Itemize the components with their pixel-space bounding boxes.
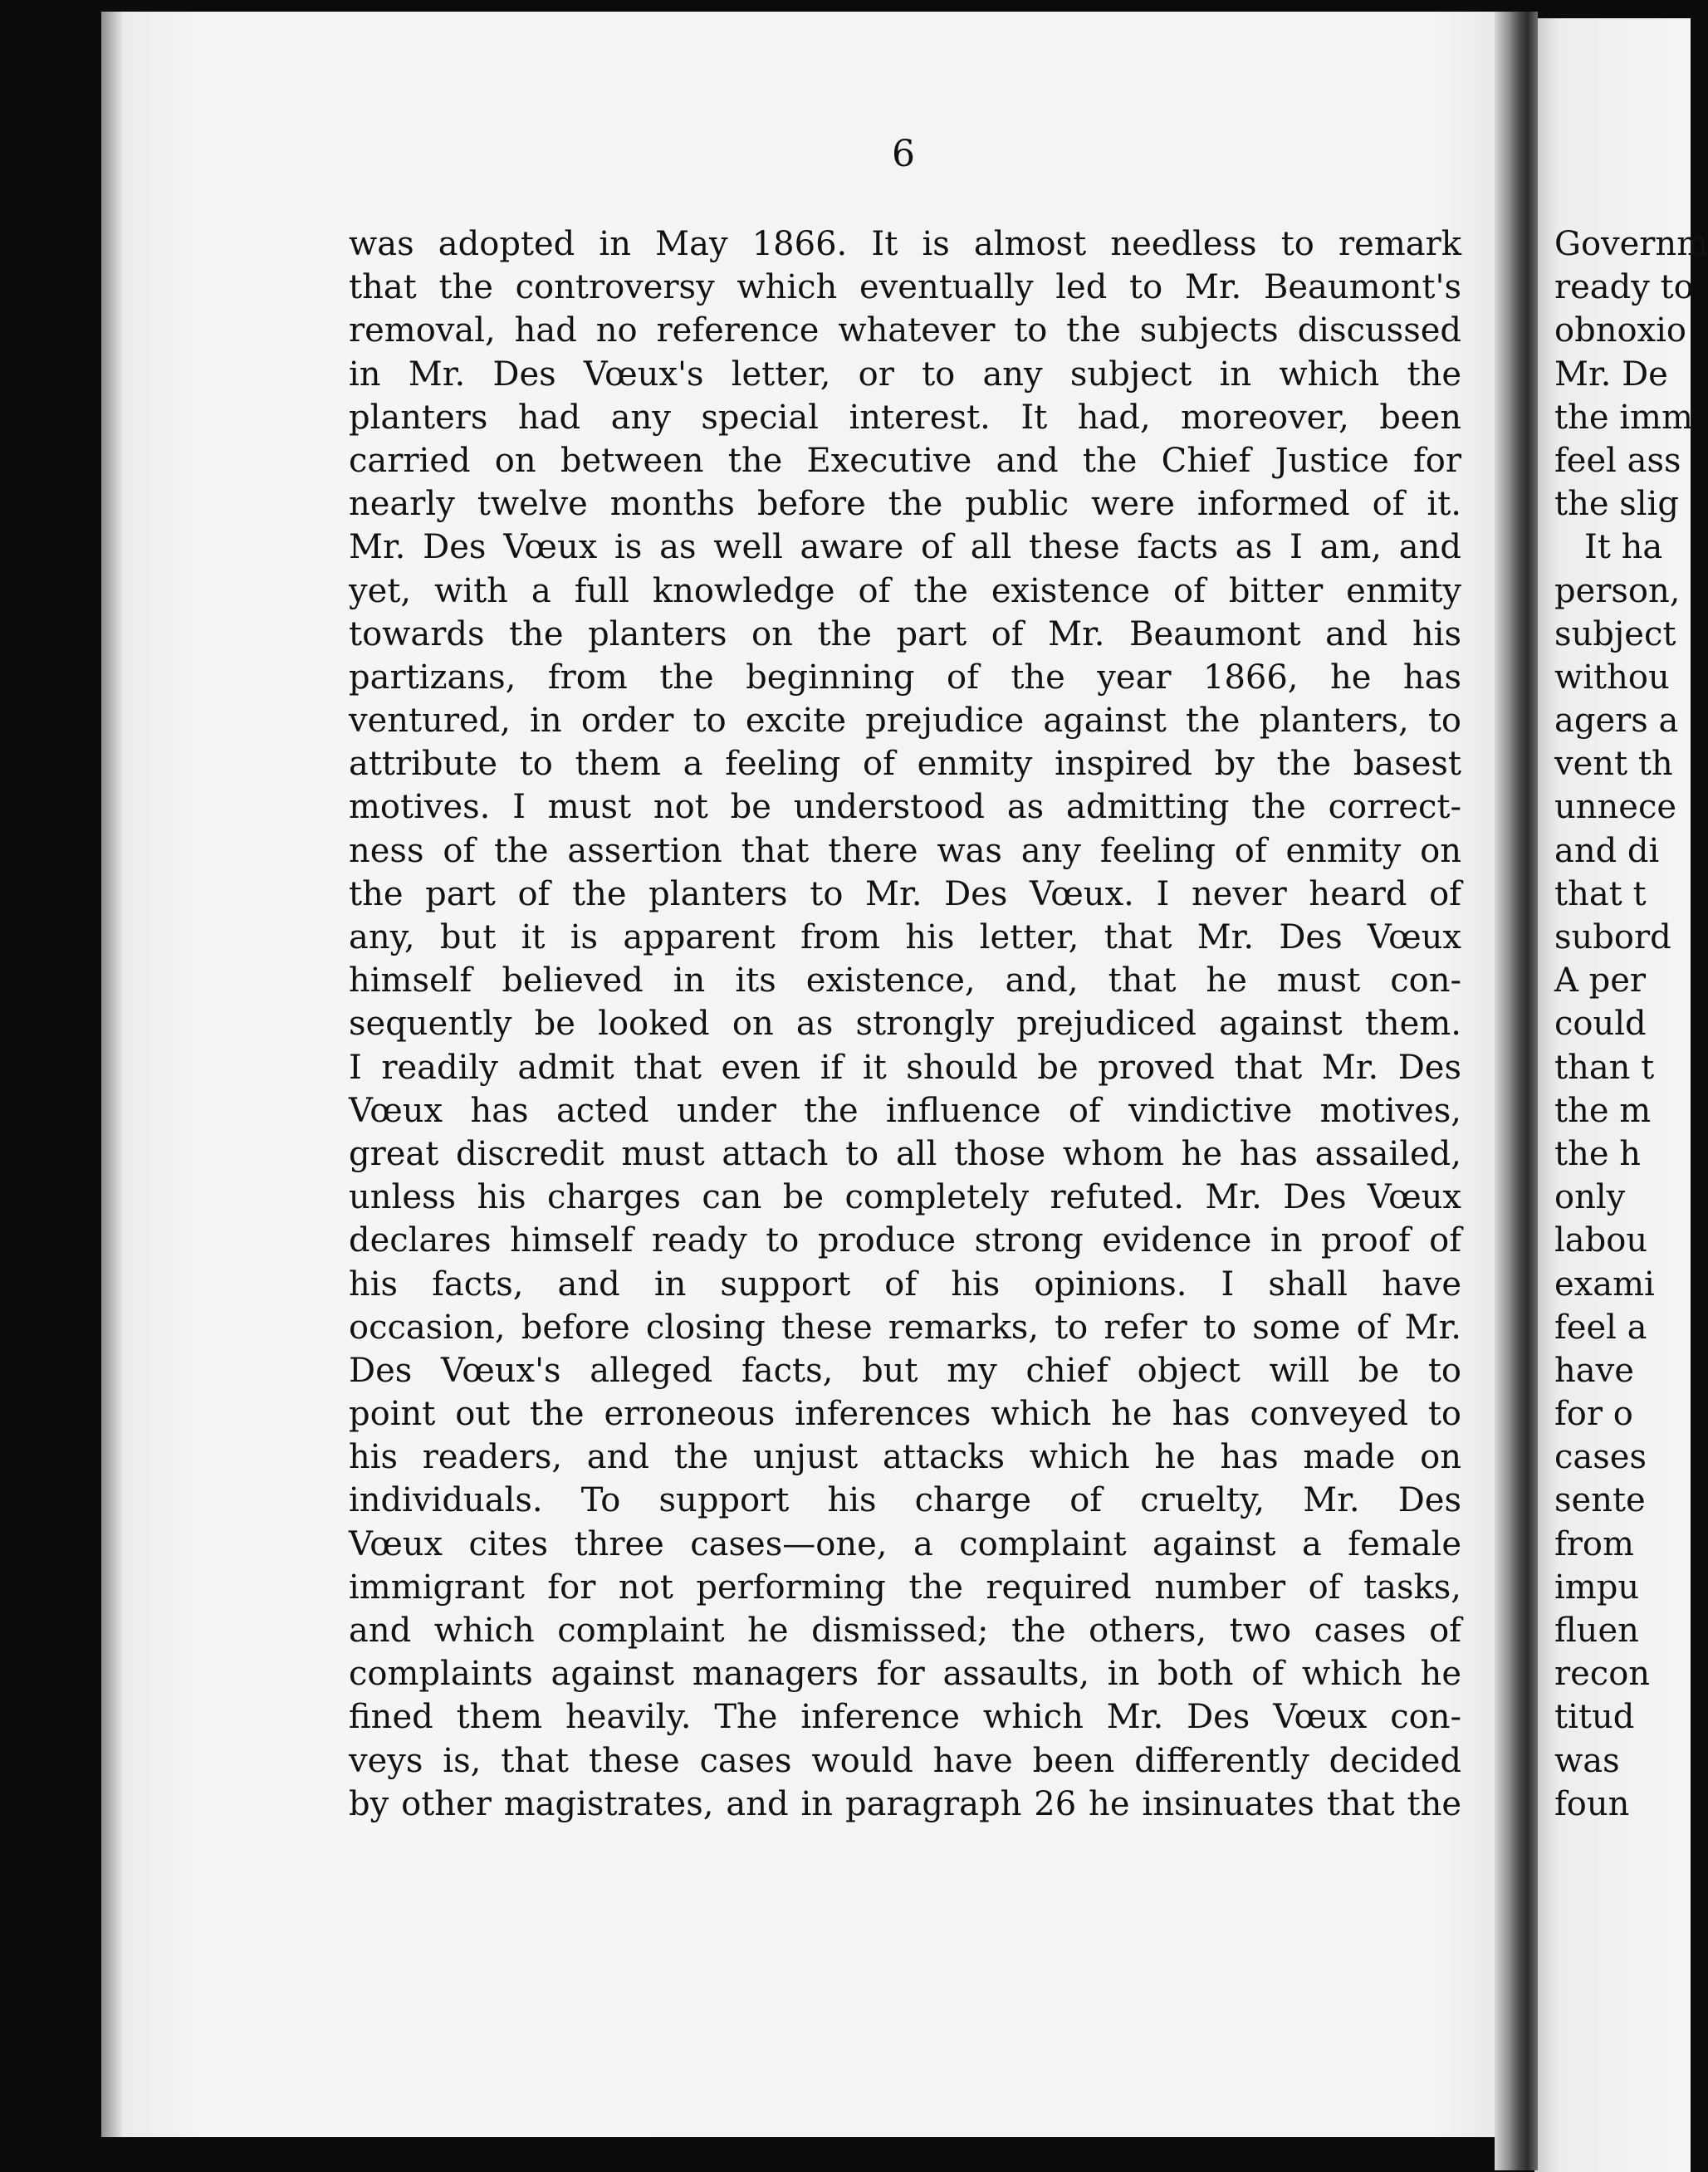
text-line: Mr. Des Vœux is as well aware of all these facts as I am, and xyxy=(349,528,1461,567)
text-line: planters had any special interest. It had, moreover, been xyxy=(349,398,1461,437)
right-text-line: A per xyxy=(1554,961,1646,1000)
right-text-line: Mr. De xyxy=(1554,355,1668,394)
text-line: unless his charges can be completely refuted. Mr. Des Vœux xyxy=(349,1178,1461,1217)
right-text-line: vent th xyxy=(1554,745,1673,784)
right-text-line: the imm xyxy=(1554,398,1693,437)
text-line: occasion, before closing these remarks, to refer to some of Mr. xyxy=(349,1308,1461,1347)
right-text-line: withou xyxy=(1554,658,1670,697)
right-text-line: feel ass xyxy=(1554,441,1681,480)
right-text-line: subject xyxy=(1554,614,1676,653)
text-line: his readers, and the unjust attacks which he has made on xyxy=(349,1438,1461,1477)
text-line: veys is, that these cases would have been differently decided xyxy=(349,1741,1461,1780)
text-line: partizans, from the beginning of the year 1866, he has xyxy=(349,658,1461,697)
right-text-line: subord xyxy=(1554,918,1671,956)
text-line: Vœux has acted under the influence of vindictive motives, xyxy=(349,1091,1461,1130)
right-text-line: the slig xyxy=(1554,485,1679,524)
text-line: declares himself ready to produce strong evidence in proof of xyxy=(349,1221,1461,1260)
text-line: immigrant for not performing the required number of tasks, xyxy=(349,1568,1461,1607)
right-text-line: the m xyxy=(1554,1091,1652,1130)
right-text-line: feel a xyxy=(1554,1308,1647,1347)
right-text-line: could xyxy=(1554,1005,1647,1044)
text-line: individuals. To support his charge of cruelty, Mr. Des xyxy=(349,1481,1461,1520)
text-line: and which complaint he dismissed; the others, two cases of xyxy=(349,1612,1461,1650)
text-line: Vœux cites three cases—one, a complaint against a female xyxy=(349,1524,1461,1563)
text-line: attribute to them a feeling of enmity inspired by the basest xyxy=(349,745,1461,784)
right-text-line: for o xyxy=(1554,1395,1633,1434)
right-text-line: that t xyxy=(1554,874,1647,913)
text-line: Des Vœux's alleged facts, but my chief object will be to xyxy=(349,1351,1461,1390)
text-line: ventured, in order to excite prejudice against the planters, to xyxy=(349,702,1461,741)
right-text-line: person, xyxy=(1554,571,1681,610)
text-line: removal, had no reference whatever to the subjects discussed xyxy=(349,311,1461,350)
text-line: carried on between the Executive and the Chief Justice for xyxy=(349,441,1461,480)
text-line: complaints against managers for assaults, in both of which he xyxy=(349,1655,1461,1694)
right-text-line: foun xyxy=(1554,1784,1630,1823)
right-text-line: have xyxy=(1554,1351,1634,1390)
text-line: his facts, and in support of his opinions. I shall have xyxy=(349,1265,1461,1304)
text-line: great discredit must attach to all those whom he has assailed, xyxy=(349,1134,1461,1173)
right-text-line: recon xyxy=(1554,1655,1651,1694)
right-text-line: It ha xyxy=(1584,528,1663,567)
text-line: that the controversy which eventually led to Mr. Beaumont's xyxy=(349,268,1461,307)
right-text-line: the h xyxy=(1554,1134,1641,1173)
text-line: any, but it is apparent from his letter, that Mr. Des Vœux xyxy=(349,918,1461,956)
text-line: point out the erroneous inferences which he has conveyed to xyxy=(349,1395,1461,1434)
text-line: yet, with a full knowledge of the existence of bitter enmity xyxy=(349,571,1461,610)
left-page-text xyxy=(349,223,1461,1826)
right-text-line: from xyxy=(1554,1524,1634,1563)
right-text-line: cases xyxy=(1554,1438,1647,1477)
book-gutter xyxy=(1495,12,1538,2170)
right-page-text xyxy=(1554,223,1708,1826)
left-page-edge xyxy=(101,12,121,2137)
right-text-line: and di xyxy=(1554,831,1660,870)
text-line: sequently be looked on as strongly prejudiced against them. xyxy=(349,1005,1461,1044)
text-line: was adopted in May 1866. It is almost needless to remark xyxy=(349,225,1461,263)
text-line: in Mr. Des Vœux's letter, or to any subject in which the xyxy=(349,355,1461,394)
right-text-line: unnece xyxy=(1554,788,1677,827)
right-text-line: ready to xyxy=(1554,268,1694,307)
text-line: by other magistrates, and in paragraph 26 he insinuates that the xyxy=(349,1784,1461,1823)
text-line: motives. I must not be understood as admitting the correct- xyxy=(349,788,1461,827)
text-line: the part of the planters to Mr. Des Vœux. I never heard of xyxy=(349,874,1461,913)
text-line: fined them heavily. The inference which Mr. Des Vœux con- xyxy=(349,1698,1461,1737)
right-text-line: Governm xyxy=(1554,225,1708,263)
right-text-line: than t xyxy=(1554,1048,1655,1087)
text-line: I readily admit that even if it should be proved that Mr. Des xyxy=(349,1048,1461,1087)
right-text-line: exami xyxy=(1554,1265,1655,1304)
right-text-line: fluen xyxy=(1554,1612,1639,1650)
right-text-line: was xyxy=(1554,1741,1620,1780)
right-text-line: impu xyxy=(1554,1568,1640,1607)
page-number: 6 xyxy=(892,133,915,175)
text-line: himself believed in its existence, and, that he must con- xyxy=(349,961,1461,1000)
right-text-line: titud xyxy=(1554,1698,1635,1737)
text-line: ness of the assertion that there was any feeling of enmity on xyxy=(349,831,1461,870)
right-text-line: labou xyxy=(1554,1221,1648,1260)
right-text-line: agers a xyxy=(1554,702,1679,741)
right-text-line: only xyxy=(1554,1178,1626,1217)
text-line: towards the planters on the part of Mr. Beaumont and his xyxy=(349,614,1461,653)
text-line: nearly twelve months before the public were informed of it. xyxy=(349,485,1461,524)
right-text-line: obnoxio xyxy=(1554,311,1686,350)
right-text-line: sente xyxy=(1554,1481,1646,1520)
